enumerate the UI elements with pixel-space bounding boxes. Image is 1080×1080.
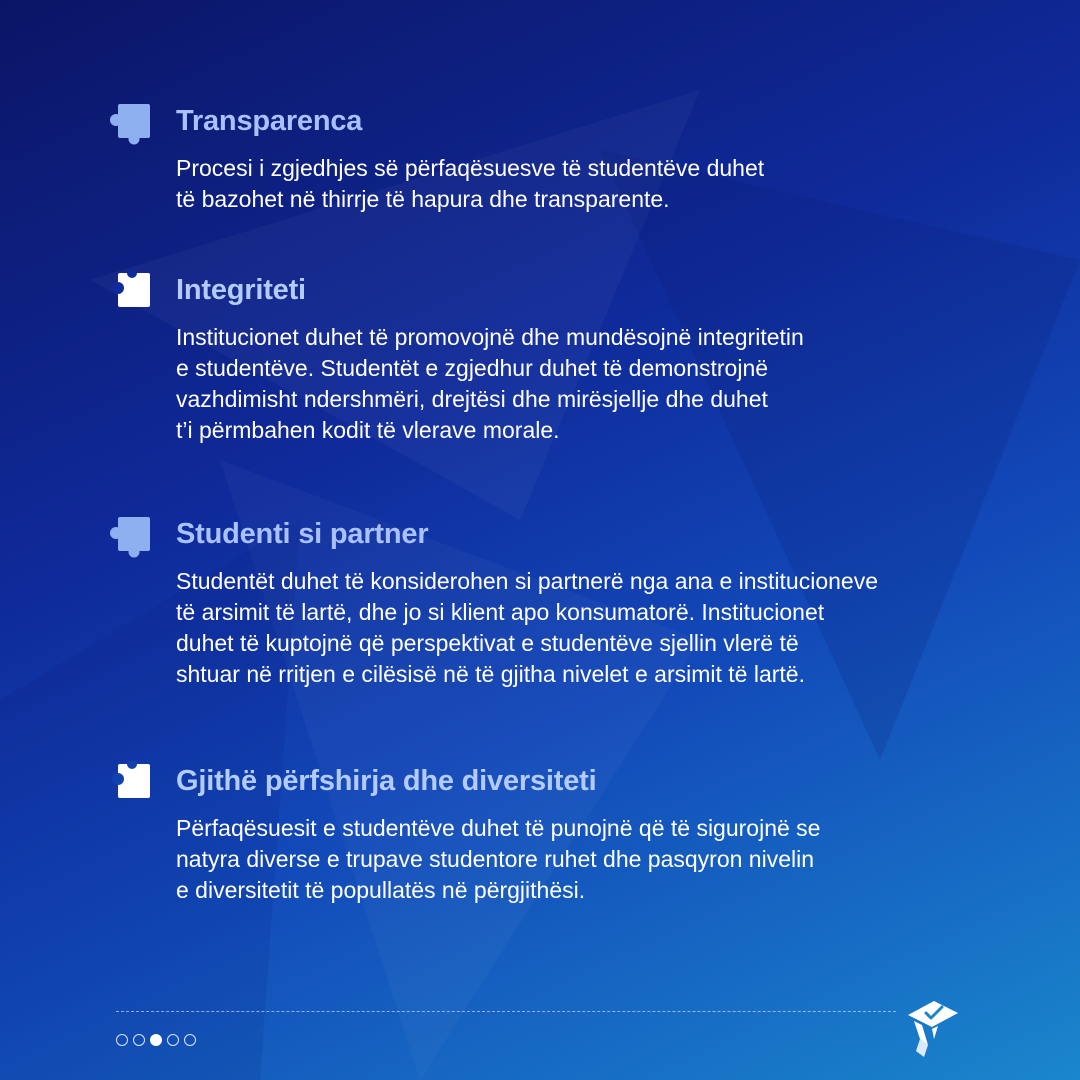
- body-line: të arsimit të lartë, dhe jo si klient apo konsumatorë. Institucionet: [176, 599, 825, 625]
- body-line: Përfaqësuesit e studentëve duhet të punojnë që të sigurojnë se: [176, 815, 821, 841]
- body-line: natyra diverse e trupave studentore ruhet dhe pasqyron nivelin: [176, 846, 815, 872]
- section-title: Integriteti: [176, 274, 306, 306]
- pagination-dot[interactable]: [133, 1034, 145, 1046]
- footer-divider: [116, 1011, 896, 1012]
- pagination-dots: [116, 1034, 196, 1048]
- body-line: Procesi i zgjedhjes së përfaqësuesve të studentëve duhet: [176, 155, 765, 181]
- body-line: Institucionet duhet të promovojnë dhe mundësojnë integritetin: [176, 324, 804, 350]
- body-line: Studentët duhet të konsiderohen si partnerë nga ana e institucioneve: [176, 568, 878, 594]
- section-title: Transparenca: [176, 105, 363, 137]
- body-line: t’i përmbahen kodit të vlerave morale.: [176, 417, 560, 443]
- body-line: duhet të kuptojnë që perspektivat e studentëve sjellin vlerë të: [176, 630, 799, 656]
- section-body: [176, 813, 966, 906]
- section-title: Studenti si partner: [176, 518, 429, 550]
- pagination-dot[interactable]: [167, 1034, 179, 1046]
- section-title: Gjithë përfshirja dhe diversiteti: [176, 765, 597, 797]
- pagination-dot[interactable]: [184, 1034, 196, 1046]
- body-line: e studentëve. Studentët e zgjedhur duhet të demonstrojnë: [176, 355, 769, 381]
- pagination-dot[interactable]: [116, 1034, 128, 1046]
- body-line: vazhdimisht ndershmëri, drejtësi dhe mirësjellje dhe duhet: [176, 386, 768, 412]
- body-line: e diversitetit të popullatës në përgjithësi.: [176, 877, 586, 903]
- puzzle-piece-cutout-icon: [108, 270, 152, 314]
- section-body: [176, 566, 966, 690]
- section-body: [176, 322, 966, 446]
- body-line: shtuar në rritjen e cilësisë në të gjitha nivelet e arsimit të lartë.: [176, 661, 805, 687]
- body-line: të bazohet në thirrje të hapura dhe transparente.: [176, 186, 670, 212]
- puzzle-piece-icon: [108, 101, 152, 145]
- puzzle-piece-icon: [108, 514, 152, 558]
- graduation-cap-logo-icon: [904, 995, 960, 1061]
- puzzle-piece-cutout-icon: [108, 761, 152, 805]
- section-body: [176, 153, 966, 215]
- pagination-dot-active[interactable]: [150, 1034, 162, 1046]
